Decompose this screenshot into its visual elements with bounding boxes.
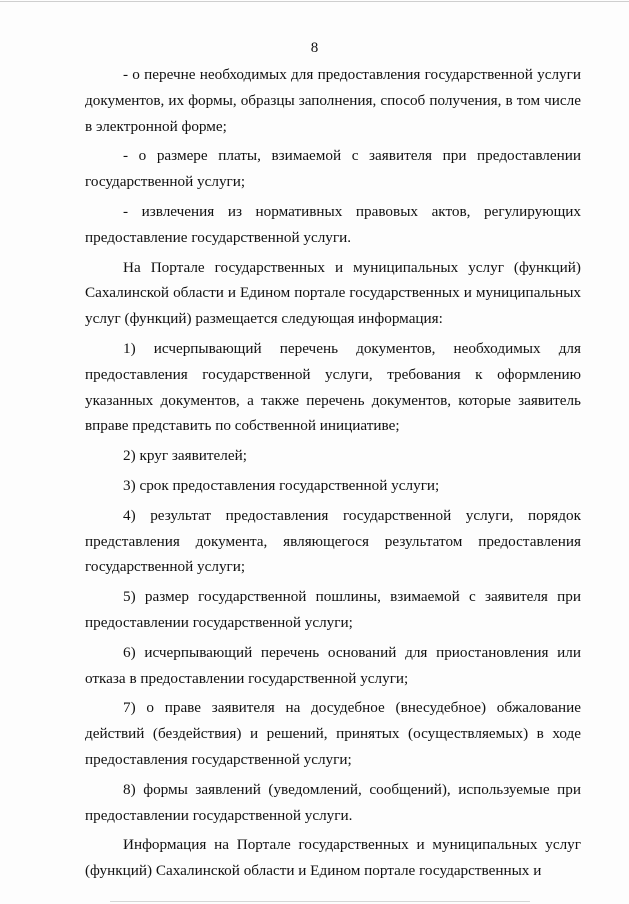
paragraph-portal-info: На Портале государственных и муниципальных услуг (функций) Сахалинской области и Едином портале государственных и муниципальных услуг (функций) размещается следующая информация: — [85, 258, 581, 328]
bottom-edge-line — [110, 901, 530, 902]
document-body — [85, 62, 581, 888]
paragraph-information-portal: Информация на Портале государственных и муниципальных услуг (функций) Сахалинской области и Едином портале государственных и — [85, 836, 581, 880]
list-item-3: 3) срок предоставления государственной услуги; — [123, 476, 440, 494]
page-number: 8 — [310, 40, 319, 56]
list-item-1: 1) исчерпывающий перечень документов, необходимых для предоставления государственной услуги, требования к оформлению указанных документов, а также перечень документов, которые заявитель вправе представить по собственной инициативе; — [85, 339, 581, 435]
paragraph-fee-size: - о размере платы, взимаемой с заявителя при предоставлении государственной услуги; — [85, 147, 581, 191]
paragraph-document-list: - о перечне необходимых для предоставления государственной услуги документов, их формы, образцы заполнения, способ получения, в том числе в электронной форме; — [85, 66, 581, 135]
list-item-8: 8) формы заявлений (уведомлений, сообщений), используемые при предоставлении государственной услуги. — [85, 780, 581, 824]
paragraph-legal-acts: - извлечения из нормативных правовых актов, регулирующих предоставление государственной услуги. — [85, 202, 581, 246]
top-edge-line — [0, 1, 629, 2]
list-item-6: 6) исчерпывающий перечень оснований для приостановления или отказа в предоставлении государственной услуги; — [85, 643, 581, 687]
list-item-4: 4) результат предоставления государственной услуги, порядок представления документа, являющегося результатом предоставления государственной услуги; — [85, 506, 581, 576]
list-item-5: 5) размер государственной пошлины, взимаемой с заявителя при предоставлении государственной услуги; — [85, 588, 581, 631]
list-item-2: 2) круг заявителей; — [123, 447, 247, 465]
list-item-7: 7) о праве заявителя на досудебное (внесудебное) обжалование действий (бездействия) и решений, принятых (осуществляемых) в ходе предоставления государственной услуги; — [85, 699, 581, 768]
